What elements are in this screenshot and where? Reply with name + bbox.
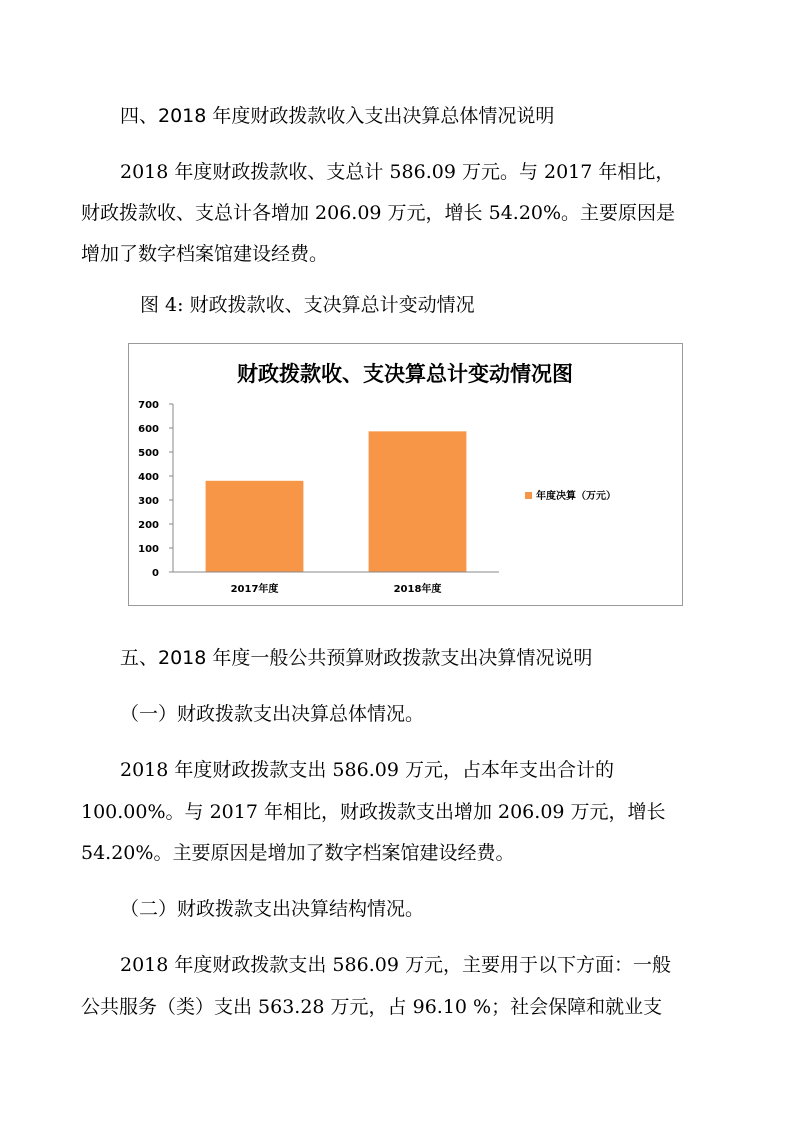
section-5-para2-line-1: 2018 年度财政拨款支出 586.09 万元，主要用于以下方面：一般 [120,954,671,976]
figure-caption: 图 4: 财政拨款收、支决算总计变动情况 [140,294,475,316]
section-5-para1-line-2: 100.00%。与 2017 年相比，财政拨款支出增加 206.09 万元，增长 [81,801,666,823]
section-4-para-line-1: 2018 年度财政拨款收、支总计 586.09 万元。与 2017 年相比， [120,161,675,183]
y-tick-label: 300 [138,496,159,507]
section-5-para2-line-2: 公共服务（类）支出 563.28 万元，占 96.10 %；社会保障和就业支 [81,996,663,1018]
section-5-subheading-1: （一）财政拨款支出决算总体情况。 [120,703,425,725]
y-tick-label: 0 [152,568,159,579]
section-5-para1-line-1: 2018 年度财政拨款支出 586.09 万元，占本年支出合计的 [120,759,614,781]
legend-label: 年度决算（万元） [536,491,616,502]
y-tick-label: 600 [138,424,159,435]
y-tick-label: 100 [138,544,159,555]
y-tick-label: 200 [138,520,159,531]
bar-2017年度 [206,481,304,572]
section-4-heading: 四、2018 年度财政拨款收入支出决算总体情况说明 [120,105,555,127]
chart-title: 财政拨款收、支决算总计变动情况图 [237,362,573,386]
section-5-subheading-2: （二）财政拨款支出决算结构情况。 [120,898,425,920]
bar-2018年度 [369,431,467,572]
x-tick-label: 2017年度 [230,584,279,595]
x-tick-label: 2018年度 [393,584,442,595]
bar-chart-svg [129,344,682,605]
section-5-para1-line-3: 54.20%。主要原因是增加了数字档案馆建设经费。 [81,842,515,864]
y-tick-label: 400 [138,472,159,483]
section-4-para-line-2: 财政拨款收、支总计各增加 206.09 万元，增长 54.20%。主要原因是 [81,202,676,224]
section-4-para-line-3: 增加了数字档案馆建设经费。 [81,243,329,265]
bar-chart [128,343,683,606]
legend-swatch [525,492,532,499]
y-tick-label: 700 [138,400,159,411]
section-5-heading: 五、2018 年度一般公共预算财政拨款支出决算情况说明 [120,647,593,669]
y-tick-label: 500 [138,448,159,459]
